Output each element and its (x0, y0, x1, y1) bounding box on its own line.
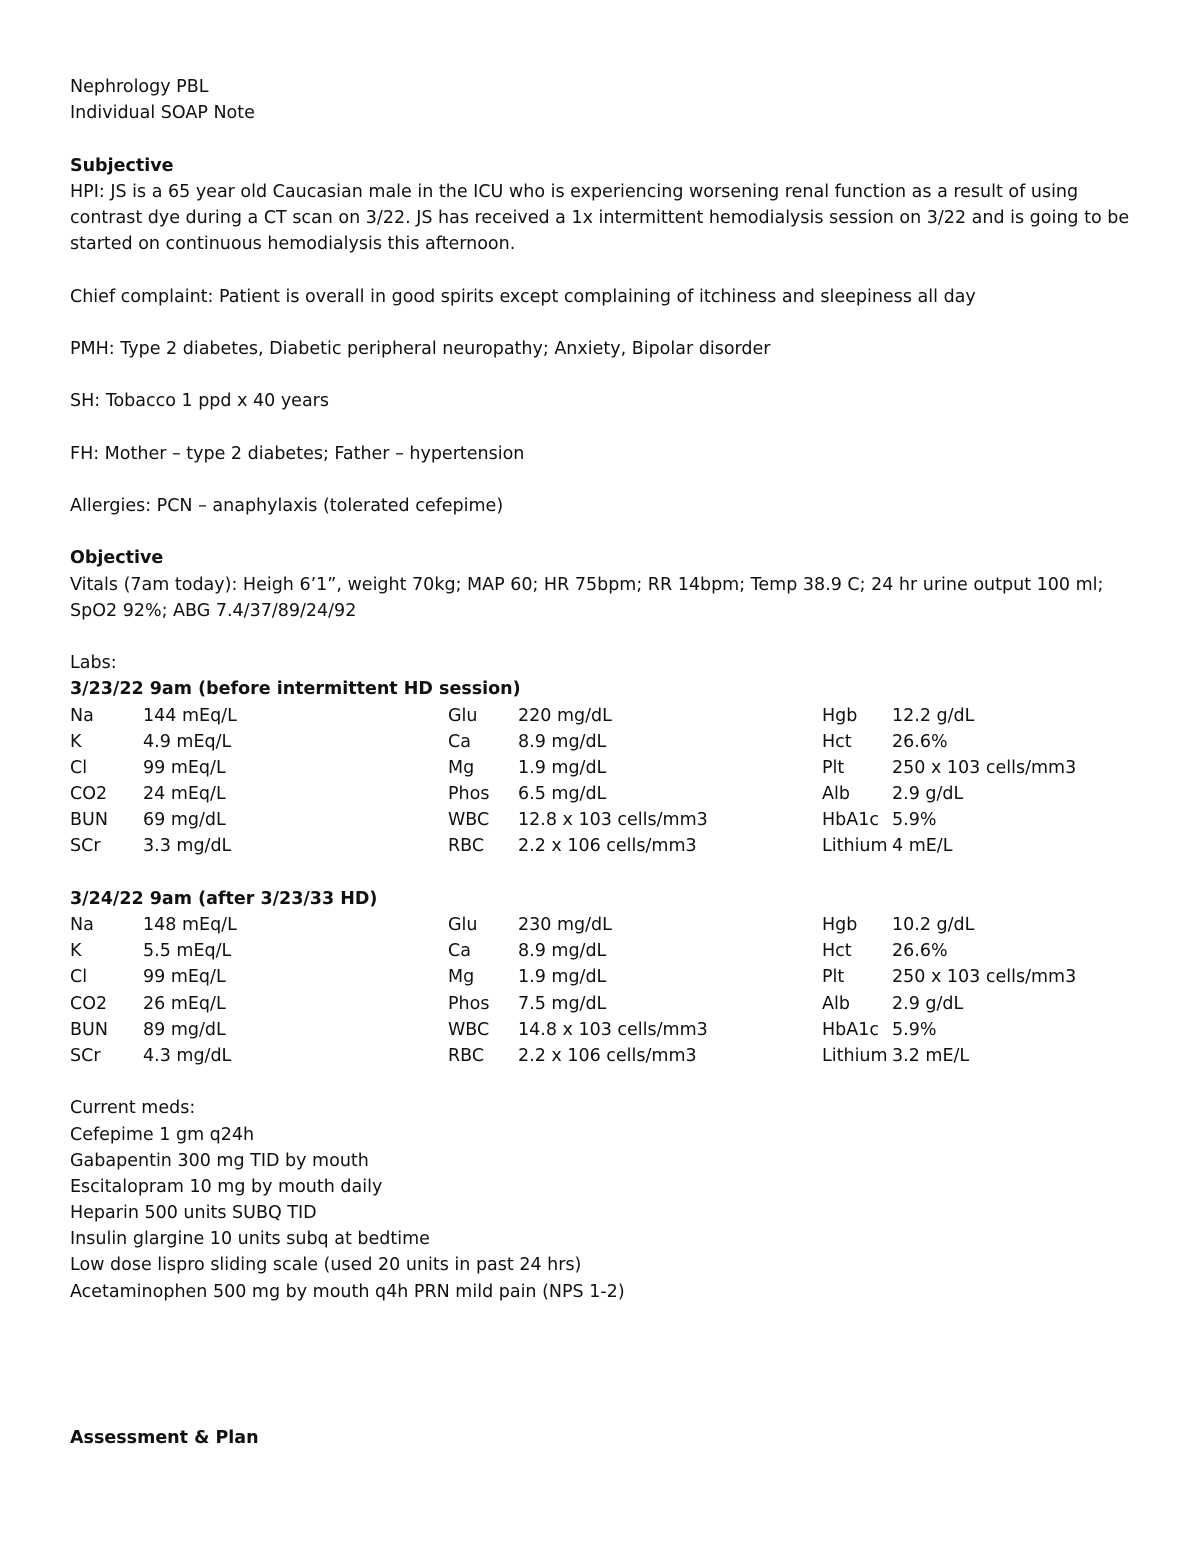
lab-value: 1.9 mg/dL (518, 757, 607, 778)
lab-value: 10.2 g/dL (892, 915, 975, 936)
lab-value: 26 mEq/L (143, 993, 226, 1014)
course-title: Nephrology PBL (70, 77, 209, 97)
lab-name: Lithium (822, 1045, 888, 1066)
objective-heading: Objective (70, 548, 164, 569)
lab-value: 250 x 103 cells/mm3 (892, 757, 1077, 778)
lab-row (70, 1043, 1150, 1069)
lab-value: 69 mg/dL (143, 810, 226, 831)
lab-value: 8.9 mg/dL (518, 941, 607, 962)
soap-note-page (70, 74, 1150, 1451)
lab-name: RBC (448, 836, 485, 857)
lab-value: 220 mg/dL (518, 705, 612, 726)
lab-row (70, 703, 1150, 729)
medication-item: Cefepime 1 gm q24h (70, 1124, 255, 1145)
lab-panel-title: 3/23/22 9am (before intermittent HD session) (70, 679, 521, 700)
lab-value: 230 mg/dL (518, 915, 612, 936)
lab-value: 5.9% (892, 1019, 937, 1040)
lab-row (70, 1017, 1150, 1043)
subjective-heading: Subjective (70, 155, 174, 176)
medication-item: Gabapentin 300 mg TID by mouth (70, 1150, 369, 1171)
medication-list (70, 1122, 1150, 1305)
lab-name: Alb (822, 784, 850, 805)
chief-complaint: Chief complaint: Patient is overall in good spirits except complaining of itchiness and sleepiness all day (70, 286, 976, 307)
lab-value: 144 mEq/L (143, 705, 237, 726)
lab-row (70, 807, 1150, 833)
document-title: Individual SOAP Note (70, 103, 255, 124)
lab-value: 4 mE/L (892, 836, 953, 857)
lab-name: Glu (448, 915, 478, 936)
meds-label: Current meds: (70, 1098, 196, 1119)
lab-value: 3.3 mg/dL (143, 836, 232, 857)
lab-name: Phos (448, 993, 490, 1014)
lab-value: 250 x 103 cells/mm3 (892, 967, 1077, 988)
lab-row (70, 912, 1150, 938)
lab-name: Mg (448, 967, 475, 988)
lab-row (70, 938, 1150, 964)
lab-value: 99 mEq/L (143, 967, 226, 988)
lab-name: HbA1c (822, 1019, 879, 1040)
medication-item: Heparin 500 units SUBQ TID (70, 1203, 317, 1224)
lab-value: 148 mEq/L (143, 915, 237, 936)
vitals-line-2: SpO2 92%; ABG 7.4/37/89/24/92 (70, 600, 357, 621)
lab-value: 2.2 x 106 cells/mm3 (518, 1045, 697, 1066)
lab-name: Alb (822, 993, 850, 1014)
lab-value: 3.2 mE/L (892, 1045, 970, 1066)
lab-name: Hgb (822, 915, 858, 936)
lab-panel-title: 3/24/22 9am (after 3/23/33 HD) (70, 888, 378, 909)
lab-name: Hct (822, 731, 852, 752)
labs-section (70, 676, 1150, 1095)
lab-name: Na (70, 915, 94, 936)
lab-value: 5.5 mEq/L (143, 941, 232, 962)
lab-value: 24 mEq/L (143, 784, 226, 805)
hpi-paragraph: HPI: JS is a 65 year old Caucasian male in the ICU who is experiencing worsening renal function as a result of using contrast dye during a CT scan on 3/22. JS has received a 1x intermittent hemodialysis session on 3/22 and is going to be started on continuous hemodialysis this afternoon. (70, 181, 1130, 255)
lab-row (70, 729, 1150, 755)
lab-value: 5.9% (892, 810, 937, 831)
lab-name: K (70, 731, 82, 752)
lab-name: Ca (448, 941, 471, 962)
lab-value: 12.8 x 103 cells/mm3 (518, 810, 708, 831)
lab-value: 6.5 mg/dL (518, 784, 607, 805)
social-history: SH: Tobacco 1 ppd x 40 years (70, 391, 329, 412)
lab-name: WBC (448, 810, 490, 831)
lab-value: 7.5 mg/dL (518, 993, 607, 1014)
lab-name: CO2 (70, 784, 108, 805)
lab-row (70, 964, 1150, 990)
lab-value: 99 mEq/L (143, 757, 226, 778)
allergies: Allergies: PCN – anaphylaxis (tolerated cefepime) (70, 496, 504, 517)
lab-name: Plt (822, 757, 845, 778)
lab-value: 2.9 g/dL (892, 993, 964, 1014)
lab-name: Ca (448, 731, 471, 752)
lab-name: CO2 (70, 993, 108, 1014)
labs-label: Labs: (70, 653, 117, 674)
lab-value: 26.6% (892, 941, 948, 962)
lab-name: BUN (70, 1019, 108, 1040)
lab-value: 12.2 g/dL (892, 705, 975, 726)
lab-value: 2.2 x 106 cells/mm3 (518, 836, 697, 857)
lab-name: Na (70, 705, 94, 726)
lab-value: 4.9 mEq/L (143, 731, 232, 752)
medication-item: Escitalopram 10 mg by mouth daily (70, 1176, 383, 1197)
lab-value: 2.9 g/dL (892, 784, 964, 805)
lab-value: 8.9 mg/dL (518, 731, 607, 752)
lab-name: Lithium (822, 836, 888, 857)
lab-name: WBC (448, 1019, 490, 1040)
assessment-heading: Assessment & Plan (70, 1427, 259, 1448)
medication-item: Acetaminophen 500 mg by mouth q4h PRN mild pain (NPS 1-2) (70, 1281, 625, 1302)
lab-name: Glu (448, 705, 478, 726)
lab-name: Cl (70, 757, 88, 778)
lab-name: Plt (822, 967, 845, 988)
past-medical-history: PMH: Type 2 diabetes, Diabetic peripheral neuropathy; Anxiety, Bipolar disorder (70, 338, 771, 359)
lab-name: K (70, 941, 82, 962)
medication-item: Insulin glargine 10 units subq at bedtime (70, 1229, 430, 1250)
lab-row (70, 833, 1150, 859)
lab-name: BUN (70, 810, 108, 831)
lab-value: 26.6% (892, 731, 948, 752)
lab-row (70, 755, 1150, 781)
lab-name: Phos (448, 784, 490, 805)
lab-name: Hgb (822, 705, 858, 726)
lab-value: 14.8 x 103 cells/mm3 (518, 1019, 708, 1040)
family-history: FH: Mother – type 2 diabetes; Father – hypertension (70, 443, 525, 464)
lab-name: HbA1c (822, 810, 879, 831)
medication-item: Low dose lispro sliding scale (used 20 units in past 24 hrs) (70, 1255, 582, 1276)
lab-name: SCr (70, 836, 101, 857)
vitals-line-1: Vitals (7am today): Heigh 6’1”, weight 70kg; MAP 60; HR 75bpm; RR 14bpm; Temp 38.9 C; 24 hr urine output 100 ml; (70, 574, 1104, 595)
lab-value: 1.9 mg/dL (518, 967, 607, 988)
lab-name: RBC (448, 1045, 485, 1066)
lab-value: 89 mg/dL (143, 1019, 226, 1040)
lab-row (70, 991, 1150, 1017)
lab-name: Mg (448, 757, 475, 778)
lab-name: Cl (70, 967, 88, 988)
lab-name: SCr (70, 1045, 101, 1066)
lab-name: Hct (822, 941, 852, 962)
lab-row (70, 781, 1150, 807)
lab-value: 4.3 mg/dL (143, 1045, 232, 1066)
